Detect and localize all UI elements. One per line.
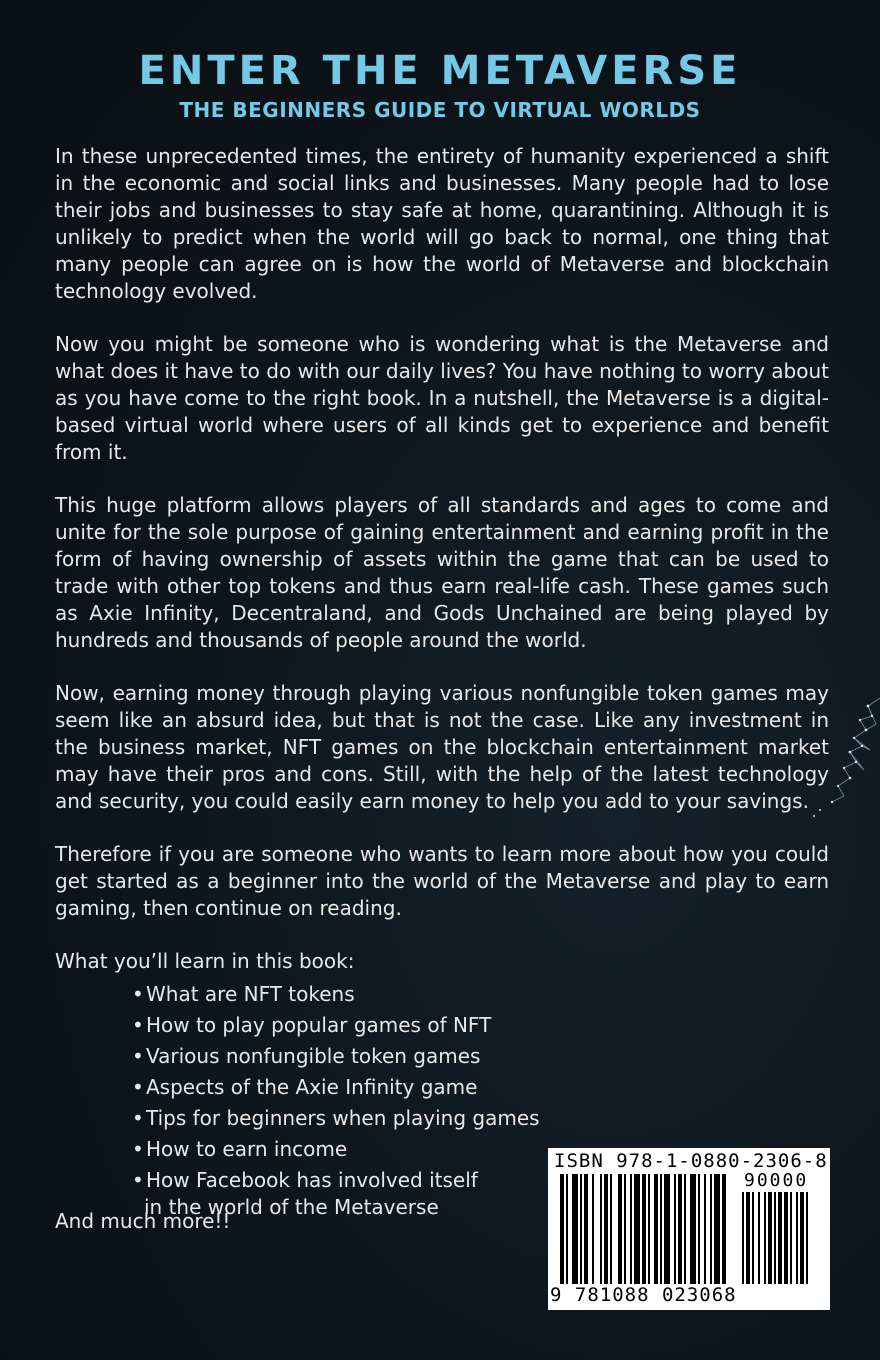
ean-number: 9 781088 023068 bbox=[550, 1284, 737, 1306]
book-title: ENTER THE METAVERSE bbox=[138, 48, 742, 94]
paragraph-2: Now you might be someone who is wondering what is the Metaverse and what does it have to do with our daily lives? You have nothing to worry about as you have come to the right book. In a nutshell, the Metaverse is a digital-based virtual world where users of all kinds get to experience and benefit from it. bbox=[55, 332, 829, 464]
isbn-barcode bbox=[548, 1148, 830, 1310]
price-code: 90000 bbox=[744, 1170, 809, 1191]
list-item: • How to play popular games of NFT bbox=[132, 1013, 492, 1037]
blurb bbox=[55, 143, 829, 1225]
network-decoration-icon bbox=[810, 690, 880, 820]
list-item: • Aspects of the Axie Infinity game bbox=[132, 1075, 478, 1099]
list-item: • Tips for beginners when playing games bbox=[132, 1106, 540, 1130]
list-item: • How to earn income bbox=[132, 1137, 348, 1161]
isbn-number: ISBN 978-1-0880-2306-8 bbox=[554, 1150, 828, 1172]
paragraph-3: This huge platform allows players of all standards and ages to come and unite for the sole purpose of gaining entertainment and earning profit in the form of having ownership of assets within the game that can be used to trade with other top tokens and thus earn real-life cash. These games such as Axie Infinity, Decentraland, and Gods Unchained are being played by hundreds and thousands of people around the world. bbox=[55, 493, 829, 652]
closing-line: And much more!! bbox=[55, 1209, 231, 1233]
paragraph-4: Now, earning money through playing various nonfungible token games may seem like an absurd idea, but that is not the case. Like any investment in the business market, NFT games on the blockchain entertainment market may have their pros and cons. Still, with the help of the latest technology and security, you could easily earn money to help you add to your savings. bbox=[55, 681, 829, 813]
learn-heading: What you’ll learn in this book: bbox=[55, 949, 355, 973]
list-item: • Various nonfungible token games bbox=[132, 1044, 481, 1068]
paragraph-1: In these unprecedented times, the entirety of humanity experienced a shift in the economic and social links and businesses. Many people had to lose their jobs and businesses to stay safe at home, quarantining. Although it is unlikely to predict when the world will go back to normal, one thing that many people can agree on is how the world of Metaverse and blockchain technology evolved. bbox=[55, 144, 829, 303]
paragraph-5: Therefore if you are someone who wants to learn more about how you could get started as a beginner into the world of the Metaverse and play to earn gaming, then continue on reading. bbox=[55, 842, 829, 920]
list-item: • What are NFT tokens bbox=[132, 982, 355, 1006]
book-subtitle: THE BEGINNERS GUIDE TO VIRTUAL WORLDS bbox=[179, 98, 701, 122]
list-item: • How Facebook has involved itself in the world of the Metaverse bbox=[132, 1168, 478, 1219]
